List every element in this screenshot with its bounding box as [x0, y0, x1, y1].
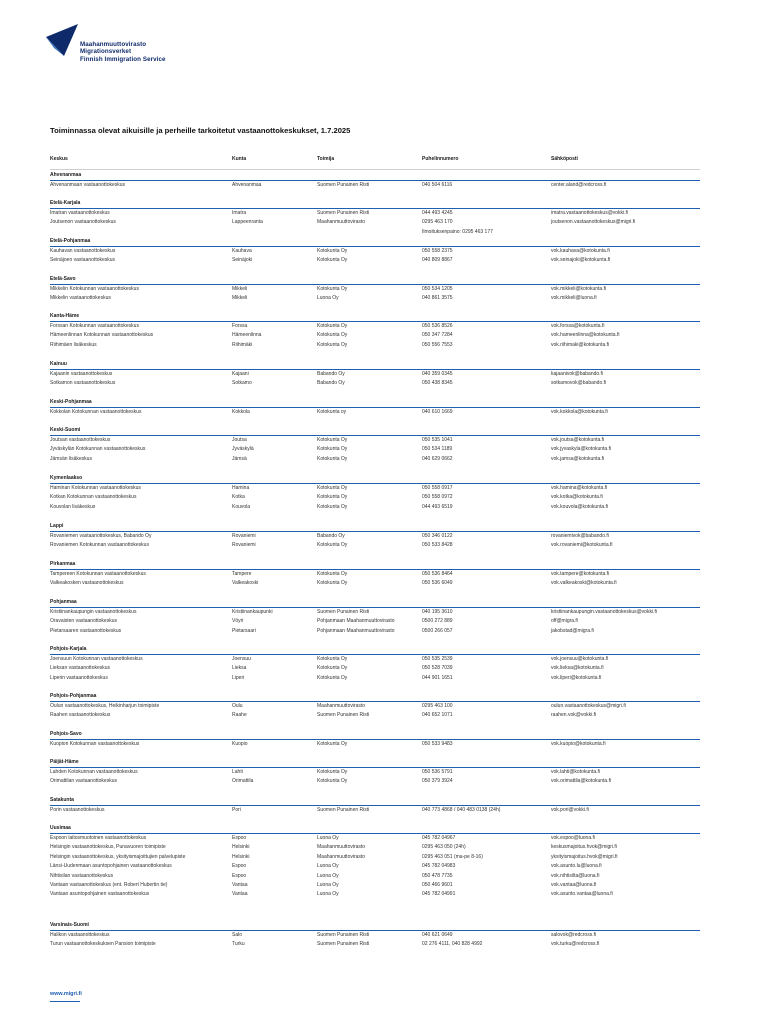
region-heading: Ahvenanmaa	[50, 172, 82, 178]
cell-phone: 050 535 2539	[422, 656, 453, 662]
cell-email[interactable]: yksityismajoitus.hvok@migri.fi	[551, 853, 618, 860]
cell-centre-name: Vantaan vastaanottokeskus (ent. Robert Hubertin tie)	[50, 882, 168, 888]
cell-operator: Kotokunta Oy	[317, 741, 348, 747]
table-row	[0, 484, 768, 493]
cell-municipality: Kouvola	[232, 503, 251, 510]
cell-centre-name: Hämeenlinnan Kotokunnan vastaanottokeskus	[50, 332, 154, 339]
table-row	[0, 331, 768, 340]
cell-operator: Suomen Punainen Risti	[317, 182, 370, 188]
cell-centre-name: Kokkolan Kotokunnan vastaanottokeskus	[50, 409, 142, 415]
cell-phone: 040 621 0649	[422, 932, 453, 938]
logo-text	[80, 41, 166, 63]
cell-municipality: Kotka	[232, 494, 245, 501]
table-row	[0, 455, 768, 464]
cell-operator: Kotokunta oy	[317, 409, 347, 415]
cell-email[interactable]: vok.kotka@kotokunta.fi	[551, 494, 603, 501]
table-row	[0, 322, 768, 331]
header-divider	[50, 169, 700, 170]
cell-phone: 050 536 6049	[422, 580, 453, 587]
cell-operator: Kotokunta Oy	[317, 437, 348, 443]
cell-operator: Kotokunta Oy	[317, 323, 348, 329]
cell-centre-name: Joutsan vastaanottokeskus	[50, 437, 111, 443]
footer-url[interactable]: www.migri.fi	[50, 991, 82, 997]
cell-centre-name: Haminan Kotokunnan vastaanottokeskus	[50, 485, 141, 491]
cell-phone: 050 558 0972	[422, 494, 453, 501]
cell-operator: Suomen Punainen Risti	[317, 807, 370, 813]
cell-phone: 050 379 3924	[422, 778, 453, 785]
cell-operator: Luona Oy	[317, 863, 339, 870]
cell-centre-name: Rovaniemen Kotokunnan vastaanottokeskus	[50, 542, 149, 549]
cell-municipality: Espoo	[232, 863, 247, 870]
cell-phone: 050 536 8464	[422, 571, 453, 577]
region-heading: Varsinais-Suomi	[50, 922, 89, 928]
cell-operator: Kotokunta Oy	[317, 656, 348, 662]
logo-line-en: Finnish Immigration Service	[80, 55, 166, 63]
cell-municipality: Imatra	[232, 210, 247, 216]
cell-phone: 040 861 3575	[422, 295, 453, 302]
cell-operator: Kotokunta Oy	[317, 446, 348, 453]
cell-operator: Luona Oy	[317, 872, 339, 879]
table-row	[0, 872, 768, 881]
cell-phone: 0295 463 100	[422, 703, 453, 709]
cell-centre-name: Mikkelin Kotokunnan vastaanottokeskus	[50, 286, 139, 292]
header-keskus: Keskus	[50, 156, 68, 162]
table-row	[0, 664, 768, 673]
cell-centre-name: Rovaniemen vastaanottokeskus, Babando Oy	[50, 533, 152, 539]
cell-municipality: Rovaniemi	[232, 533, 256, 539]
cell-phone: 050 347 7284	[422, 332, 453, 339]
table-row	[0, 853, 768, 862]
cell-phone: 040 359 0345	[422, 371, 453, 377]
cell-operator: Kotokunta Oy	[317, 580, 348, 587]
cell-phone: 045 782 04983	[422, 863, 456, 870]
region-heading: Kainuu	[50, 361, 67, 367]
cell-phone: 040 610 1669	[422, 409, 453, 415]
cell-email[interactable]: vok.riihimaki@kotokunta.fi	[551, 341, 610, 348]
cell-phone: 050 533 9483	[422, 741, 453, 747]
cell-operator: Suomen Punainen Risti	[317, 712, 370, 719]
cell-municipality: Kristiinankaupunki	[232, 609, 273, 615]
cell-municipality: Orimattila	[232, 778, 254, 785]
cell-phone: 045 782 04967	[422, 835, 456, 841]
cell-operator: Suomen Punainen Risti	[317, 941, 370, 948]
cell-operator: Kotokunta Oy	[317, 542, 348, 549]
cell-operator: Kotokunta Oy	[317, 571, 348, 577]
cell-phone: 050 558 0917	[422, 485, 453, 491]
logo-line-sv: Migrationsverket	[80, 48, 132, 56]
table-row	[0, 436, 768, 445]
cell-email[interactable]: vok.espoo@luona.fi	[551, 835, 595, 841]
cell-municipality: Forssa	[232, 323, 248, 329]
cell-email[interactable]: vok.forssa@kotokunta.fi	[551, 323, 605, 329]
table-row	[0, 655, 768, 664]
cell-phone: 040 195 3610	[422, 609, 453, 615]
table-row	[0, 617, 768, 626]
table-row	[0, 541, 768, 550]
cell-phone: 050 558 2375	[422, 248, 453, 254]
cell-municipality: Tampere	[232, 571, 252, 577]
cell-operator: Kotokunta Oy	[317, 769, 348, 775]
cell-operator: Maahanmuuttovirasto	[317, 844, 366, 851]
table-row	[0, 608, 768, 617]
cell-municipality: Valkeakoski	[232, 580, 259, 587]
table-row	[0, 931, 768, 940]
cell-phone: 0500 272 889	[422, 618, 453, 625]
cell-phone: 050 533 8428	[422, 542, 453, 549]
cell-operator: Luona Oy	[317, 835, 339, 841]
cell-municipality: Rovaniemi	[232, 542, 256, 549]
cell-centre-name: Kouvolan lisäkeskus	[50, 503, 96, 510]
table-row	[0, 218, 768, 227]
table-row	[0, 862, 768, 871]
cell-operator: Luona Oy	[317, 882, 339, 888]
cell-email[interactable]: vok.liperi@kotokunta.fi	[551, 674, 602, 681]
table-row	[0, 890, 768, 899]
cell-centre-name: Valkeakosken vastaanottokeskus	[50, 580, 124, 587]
cell-phone: 050 534 1189	[422, 446, 453, 453]
cell-phone: 040 773 4868 / 040 483 0138 (24h)	[422, 807, 501, 813]
cell-centre-name: Oulun vastaanottokeskus, Heikinharjun toimipiste	[50, 703, 160, 709]
cell-email[interactable]: vok.joensuu@kotokunta.fi	[551, 656, 609, 662]
cell-centre-name: Imatran vastaanottokeskus	[50, 210, 110, 216]
cell-phone: 0295 463 050 (24h)	[422, 844, 466, 851]
cell-email[interactable]: joutsenon.vastaanottokeskus@migri.fi	[551, 219, 636, 226]
region-heading: Pirkanmaa	[50, 561, 76, 567]
cell-phone: 044 901 1651	[422, 674, 453, 681]
table-row	[0, 209, 768, 218]
cell-operator: Kotokunta Oy	[317, 494, 348, 501]
table-row	[0, 702, 768, 711]
table-row	[0, 532, 768, 541]
migri-logo-icon	[44, 22, 78, 56]
cell-email[interactable]: vok.mikkeli@kotokunta.fi	[551, 286, 607, 292]
cell-email[interactable]: salovok@redcross.fi	[551, 932, 597, 938]
cell-operator: Kotokunta Oy	[317, 778, 348, 785]
cell-centre-name: Kotkan Kotokunnan vastaanottokeskus	[50, 494, 137, 501]
region-heading: Satakunta	[50, 797, 74, 803]
cell-phone: 044 493 6519	[422, 503, 453, 510]
cell-email[interactable]: vok.kouvola@kotokunta.fi	[551, 503, 609, 510]
cell-operator: Maahanmuuttovirasto	[317, 703, 366, 709]
region-heading: Etelä-Pohjanmaa	[50, 238, 91, 244]
cell-municipality: Seinäjoki	[232, 257, 253, 264]
cell-centre-name: Oravaisten vastaanottokeskus	[50, 618, 117, 625]
table-row	[0, 341, 768, 350]
table-row	[0, 627, 768, 636]
table-row	[0, 256, 768, 265]
cell-centre-name: Vantaan asuntopohjainen vastaanottokeskus	[50, 891, 150, 898]
cell-centre-name: Kristiinankaupungin vastaanottokeskus	[50, 609, 137, 615]
table-row	[0, 445, 768, 454]
region-heading: Kanta-Häme	[50, 313, 80, 319]
cell-centre-name: Kauhavan vastaanottokeskus	[50, 248, 116, 254]
cell-phone: 050 536 5791	[422, 769, 453, 775]
cell-municipality: Ahvenanmaa	[232, 182, 262, 188]
cell-operator: Maahanmuuttovirasto	[317, 219, 366, 226]
table-row	[0, 674, 768, 683]
region-heading: Etelä-Savo	[50, 276, 76, 282]
migri-logo	[44, 22, 214, 72]
header-toimija: Toimija	[317, 156, 335, 162]
table-row	[0, 294, 768, 303]
cell-operator: Luona Oy	[317, 891, 339, 898]
table-row	[0, 940, 768, 949]
cell-operator: Kotokunta Oy	[317, 674, 348, 681]
table-row	[0, 806, 768, 815]
cell-email[interactable]: off@migra.fi	[551, 618, 578, 625]
table-row	[0, 579, 768, 588]
cell-phone: 044 493 4245	[422, 210, 453, 216]
cell-phone: 040 809 8867	[422, 257, 453, 264]
table-row	[0, 570, 768, 579]
cell-operator: Babando Oy	[317, 380, 345, 387]
cell-email[interactable]: kajaanivok@babando.fi	[551, 371, 604, 377]
cell-phone: 02 276 4111, 040 828 4992	[422, 941, 483, 948]
cell-operator: Pohjanmaan Maahanmuuttovirasto	[317, 618, 395, 625]
cell-operator: Babando Oy	[317, 371, 345, 377]
cell-phone: 050 534 1205	[422, 286, 453, 292]
cell-centre-name: Ahvenanmaan vastaanottokeskus	[50, 182, 126, 188]
cell-operator: Kotokunta Oy	[317, 257, 348, 264]
table-row	[0, 408, 768, 417]
cell-operator: Maahanmuuttovirasto	[317, 853, 366, 860]
cell-centre-name: Jämsän lisäkeskus	[50, 455, 92, 462]
cell-operator: Kotokunta Oy	[317, 455, 348, 462]
region-heading: Keski-Pohjanmaa	[50, 399, 92, 405]
cell-centre-name: Forssan Kotokunnan vastaanottokeskus	[50, 323, 139, 329]
cell-centre-name: Helsingin vastaanottokeskus, yksityismajoittujien palvelupiste	[50, 853, 186, 860]
cell-centre-name: Turun vastaanottokeskuksen Pansion toimipiste	[50, 941, 156, 948]
cell-municipality: Jyväskylä	[232, 446, 254, 453]
cell-email[interactable]: vok.lieksa@kotokunta.fi	[551, 665, 604, 672]
region-heading: Päijät-Häme	[50, 759, 79, 765]
cell-centre-name: Jyväskylän Kotokunnan vastaanottokeskus	[50, 446, 146, 453]
cell-email[interactable]: oulun.vastaanottokeskus@migri.fi	[551, 703, 626, 709]
cell-operator: Kotokunta Oy	[317, 665, 348, 672]
header-kunta: Kunta	[232, 156, 247, 162]
cell-phone: 050 556 7553	[422, 341, 453, 348]
region-heading: Lappi	[50, 523, 64, 529]
cell-municipality: Espoo	[232, 872, 247, 879]
table-row	[0, 181, 768, 190]
region-heading: Pohjanmaa	[50, 599, 77, 605]
cell-centre-name: Riihimäen lisäkeskus	[50, 341, 97, 348]
header-puhelinnumero: Puhelinnumero	[422, 156, 459, 162]
cell-municipality: Lappeenranta	[232, 219, 263, 226]
cell-email[interactable]: vok.hameenlinna@kotokunta.fi	[551, 332, 620, 339]
cell-phone: 050 536 8526	[422, 323, 453, 329]
cell-email[interactable]: vok.jamsa@kotokunta.fi	[551, 455, 605, 462]
cell-centre-name: Halikon vastaanottokeskus	[50, 932, 110, 938]
cell-email[interactable]: vok.valkeakoski@kotokunta.fi	[551, 580, 617, 587]
region-heading: Pohjois-Pohjanmaa	[50, 693, 97, 699]
cell-email[interactable]: vok.asunto.lu@luona.fi	[551, 863, 602, 870]
cell-email[interactable]: rovaniemivok@babando.fi	[551, 533, 609, 539]
cell-municipality: Salo	[232, 932, 243, 938]
cell-centre-name: Nihtisilan vastaanottokeskus	[50, 872, 114, 879]
cell-centre-name: Kajaanin vastaanottokeskus	[50, 371, 113, 377]
cell-municipality: Raahe	[232, 712, 247, 719]
cell-phone: 050 466 9601	[422, 882, 453, 888]
cell-email[interactable]: vok.pori@vokki.fi	[551, 807, 589, 813]
cell-email[interactable]: vok.lahti@kotokunta.fi	[551, 769, 600, 775]
region-heading: Etelä-Karjala	[50, 200, 81, 206]
cell-municipality: Lieksa	[232, 665, 247, 672]
cell-municipality: Vantaa	[232, 882, 248, 888]
cell-phone: 050 438 8345	[422, 380, 453, 387]
cell-municipality: Sotkamo	[232, 380, 252, 387]
cell-email[interactable]: vok.jyvaskyla@kotokunta.fi	[551, 446, 612, 453]
region-heading: Pohjois-Savo	[50, 731, 82, 737]
cell-email[interactable]: keskusmajoitus.hvok@migri.fi	[551, 844, 617, 851]
document-title: Toiminnassa olevat aikuisille ja perheille tarkoitetut vastaanottokeskukset, 1.7.2025	[50, 126, 351, 135]
header-sahkoposti: Sähköposti	[551, 156, 578, 162]
cell-centre-name: Orimattilan vastaanottokeskus	[50, 778, 117, 785]
cell-centre-name: Joensuun Kotokunnan vastaanottokeskus	[50, 656, 143, 662]
table-row	[0, 711, 768, 720]
cell-centre-name: Lieksan vastaanottokeskus	[50, 665, 111, 672]
cell-centre-name: Joutsenon vastaanottokeskus	[50, 219, 116, 226]
region-heading: Uusimaa	[50, 825, 71, 831]
cell-centre-name: Mikkelin vastaanottokeskus	[50, 295, 111, 302]
cell-centre-name: Raahen vastaanottokeskus	[50, 712, 111, 719]
cell-operator: Kotokunta Oy	[317, 503, 348, 510]
cell-municipality: Kuopio	[232, 741, 248, 747]
cell-municipality: Mikkeli	[232, 286, 248, 292]
cell-municipality: Lahti	[232, 769, 243, 775]
cell-phone: 050 346 0122	[422, 533, 453, 539]
cell-email[interactable]: kristiinankaupungin.vastaanottokeskus@vokki.fi	[551, 609, 657, 615]
cell-operator: Kotokunta Oy	[317, 248, 348, 254]
cell-municipality: Pori	[232, 807, 241, 813]
logo-line-fi: Maahanmuuttovirasto	[80, 41, 147, 48]
table-row	[0, 493, 768, 502]
cell-centre-name: Pietarsaaren vastaanottokeskus	[50, 627, 122, 634]
cell-phone: 040 652 1071	[422, 712, 453, 719]
cell-municipality: Liperi	[232, 674, 245, 681]
cell-operator: Suomen Punainen Risti	[317, 932, 370, 938]
cell-email[interactable]: vok.orimattila@kotokunta.fi	[551, 778, 612, 785]
cell-email[interactable]: sotkamovok@babando.fi	[551, 380, 607, 387]
cell-operator: Pohjanmaan Maahanmuuttovirasto	[317, 627, 395, 634]
cell-municipality: Riihimäki	[232, 341, 253, 348]
cell-email[interactable]: vok.mikkeli@luona.fi	[551, 295, 597, 302]
table-row	[0, 834, 768, 843]
cell-email[interactable]: vok.kokkola@kotokunta.fi	[551, 409, 608, 415]
cell-municipality: Joensuu	[232, 656, 251, 662]
table-row	[0, 777, 768, 786]
cell-email[interactable]: vok.tampere@kotokunta.fi	[551, 571, 610, 577]
cell-operator: Kotokunta Oy	[317, 286, 348, 292]
cell-municipality: Vöyri	[232, 618, 244, 625]
cell-email[interactable]: raahen.vok@vokki.fi	[551, 712, 597, 719]
table-row	[0, 379, 768, 388]
region-heading: Kymenlaakso	[50, 475, 83, 481]
footer-divider	[50, 1001, 80, 1002]
cell-email[interactable]: vok.kuopio@kotokunta.fi	[551, 741, 606, 747]
cell-municipality: Pietarsaari	[232, 627, 256, 634]
cell-phone: 050 528 7039	[422, 665, 453, 672]
cell-centre-name: Sotkamon vastaanottokeskus	[50, 380, 116, 387]
cell-municipality: Helsinki	[232, 844, 250, 851]
cell-centre-name: Espoon laitosmuotoinen vastaanottokeskus	[50, 835, 147, 841]
cell-operator: Kotokunta Oy	[317, 332, 348, 339]
cell-centre-name: Seinäjoen vastaanottokeskus	[50, 257, 116, 264]
cell-email[interactable]: vok.turku@redcross.fi	[551, 941, 600, 948]
table-row	[0, 247, 768, 256]
cell-email[interactable]: jakobstad@migra.fi	[551, 627, 594, 634]
cell-centre-name: Helsingin vastaanottokeskus, Punavuoren toimipiste	[50, 844, 166, 851]
cell-email[interactable]: vok.rovaniemi@kotokunta.fi	[551, 542, 613, 549]
cell-municipality: Turku	[232, 941, 245, 948]
cell-phone: 040 629 0662	[422, 455, 453, 462]
cell-centre-name: Länsi-Uudenmaan asuntopohjainen vastaanottokeskus	[50, 863, 172, 870]
cell-municipality: Oulu	[232, 703, 243, 709]
cell-operator: Luona Oy	[317, 295, 339, 302]
cell-centre-name: Tampereen Kotokunnan vastaanottokeskus	[50, 571, 146, 577]
cell-operator: Suomen Punainen Risti	[317, 609, 370, 615]
cell-phone: 040 504 6116	[422, 182, 453, 188]
cell-municipality: Jämsä	[232, 455, 247, 462]
cell-municipality: Kauhava	[232, 248, 252, 254]
table-row	[0, 370, 768, 379]
table-row	[0, 740, 768, 749]
extra-phone-note: Ilmoituksenpaino: 0295 463 177	[422, 228, 493, 235]
table-row	[0, 881, 768, 890]
cell-phone: 0500 266 057	[422, 627, 453, 634]
cell-phone: 0295 463 051 (ma-pe 8-16)	[422, 853, 483, 860]
cell-municipality: Kajaani	[232, 371, 249, 377]
table-row	[0, 503, 768, 512]
cell-phone: 045 782 04991	[422, 891, 456, 898]
cell-email[interactable]: vok.kauhava@kotokunta.fi	[551, 248, 610, 254]
cell-phone: 050 535 1041	[422, 437, 453, 443]
cell-email[interactable]: vok.vantaa@luona.fi	[551, 882, 597, 888]
cell-centre-name: Liperin vastaanottokeskus	[50, 674, 108, 681]
cell-municipality: Hämeenlinna	[232, 332, 262, 339]
cell-email[interactable]: vok.seinajoki@kotokunta.fi	[551, 257, 611, 264]
cell-municipality: Joutsa	[232, 437, 247, 443]
cell-municipality: Kokkola	[232, 409, 250, 415]
region-heading: Keski-Suomi	[50, 427, 81, 433]
cell-email[interactable]: vok.hamina@kotokunta.fi	[551, 485, 608, 491]
cell-email[interactable]: vok.asunto.vantaa@luona.fi	[551, 891, 613, 898]
cell-phone: 0295 463 170	[422, 219, 453, 226]
region-heading: Pohjois-Karjala	[50, 646, 87, 652]
cell-municipality: Helsinki	[232, 853, 250, 860]
cell-email[interactable]: vok.joutsa@kotokunta.fi	[551, 437, 605, 443]
cell-operator: Kotokunta Oy	[317, 341, 348, 348]
cell-email[interactable]: imatra.vastaanottokeskus@vokki.fi	[551, 210, 629, 216]
cell-phone: 050 478 7735	[422, 872, 453, 879]
cell-centre-name: Lahden Kotokunnan vastaanottokeskus	[50, 769, 138, 775]
cell-municipality: Mikkeli	[232, 295, 248, 302]
cell-municipality: Vantaa	[232, 891, 248, 898]
cell-email[interactable]: vok.nihtisilta@luona.fi	[551, 872, 600, 879]
cell-centre-name: Porin vastaanottokeskus	[50, 807, 105, 813]
cell-municipality: Espoo	[232, 835, 247, 841]
cell-email[interactable]: center.aland@redcross.fi	[551, 182, 607, 188]
table-row	[0, 768, 768, 777]
cell-operator: Kotokunta Oy	[317, 485, 348, 491]
table-row	[0, 285, 768, 294]
cell-operator: Babando Oy	[317, 533, 345, 539]
cell-centre-name: Kuopion Kotokunnan vastaanottokeskus	[50, 741, 140, 747]
cell-operator: Suomen Punainen Risti	[317, 210, 370, 216]
cell-municipality: Hamina	[232, 485, 250, 491]
table-row	[0, 843, 768, 852]
